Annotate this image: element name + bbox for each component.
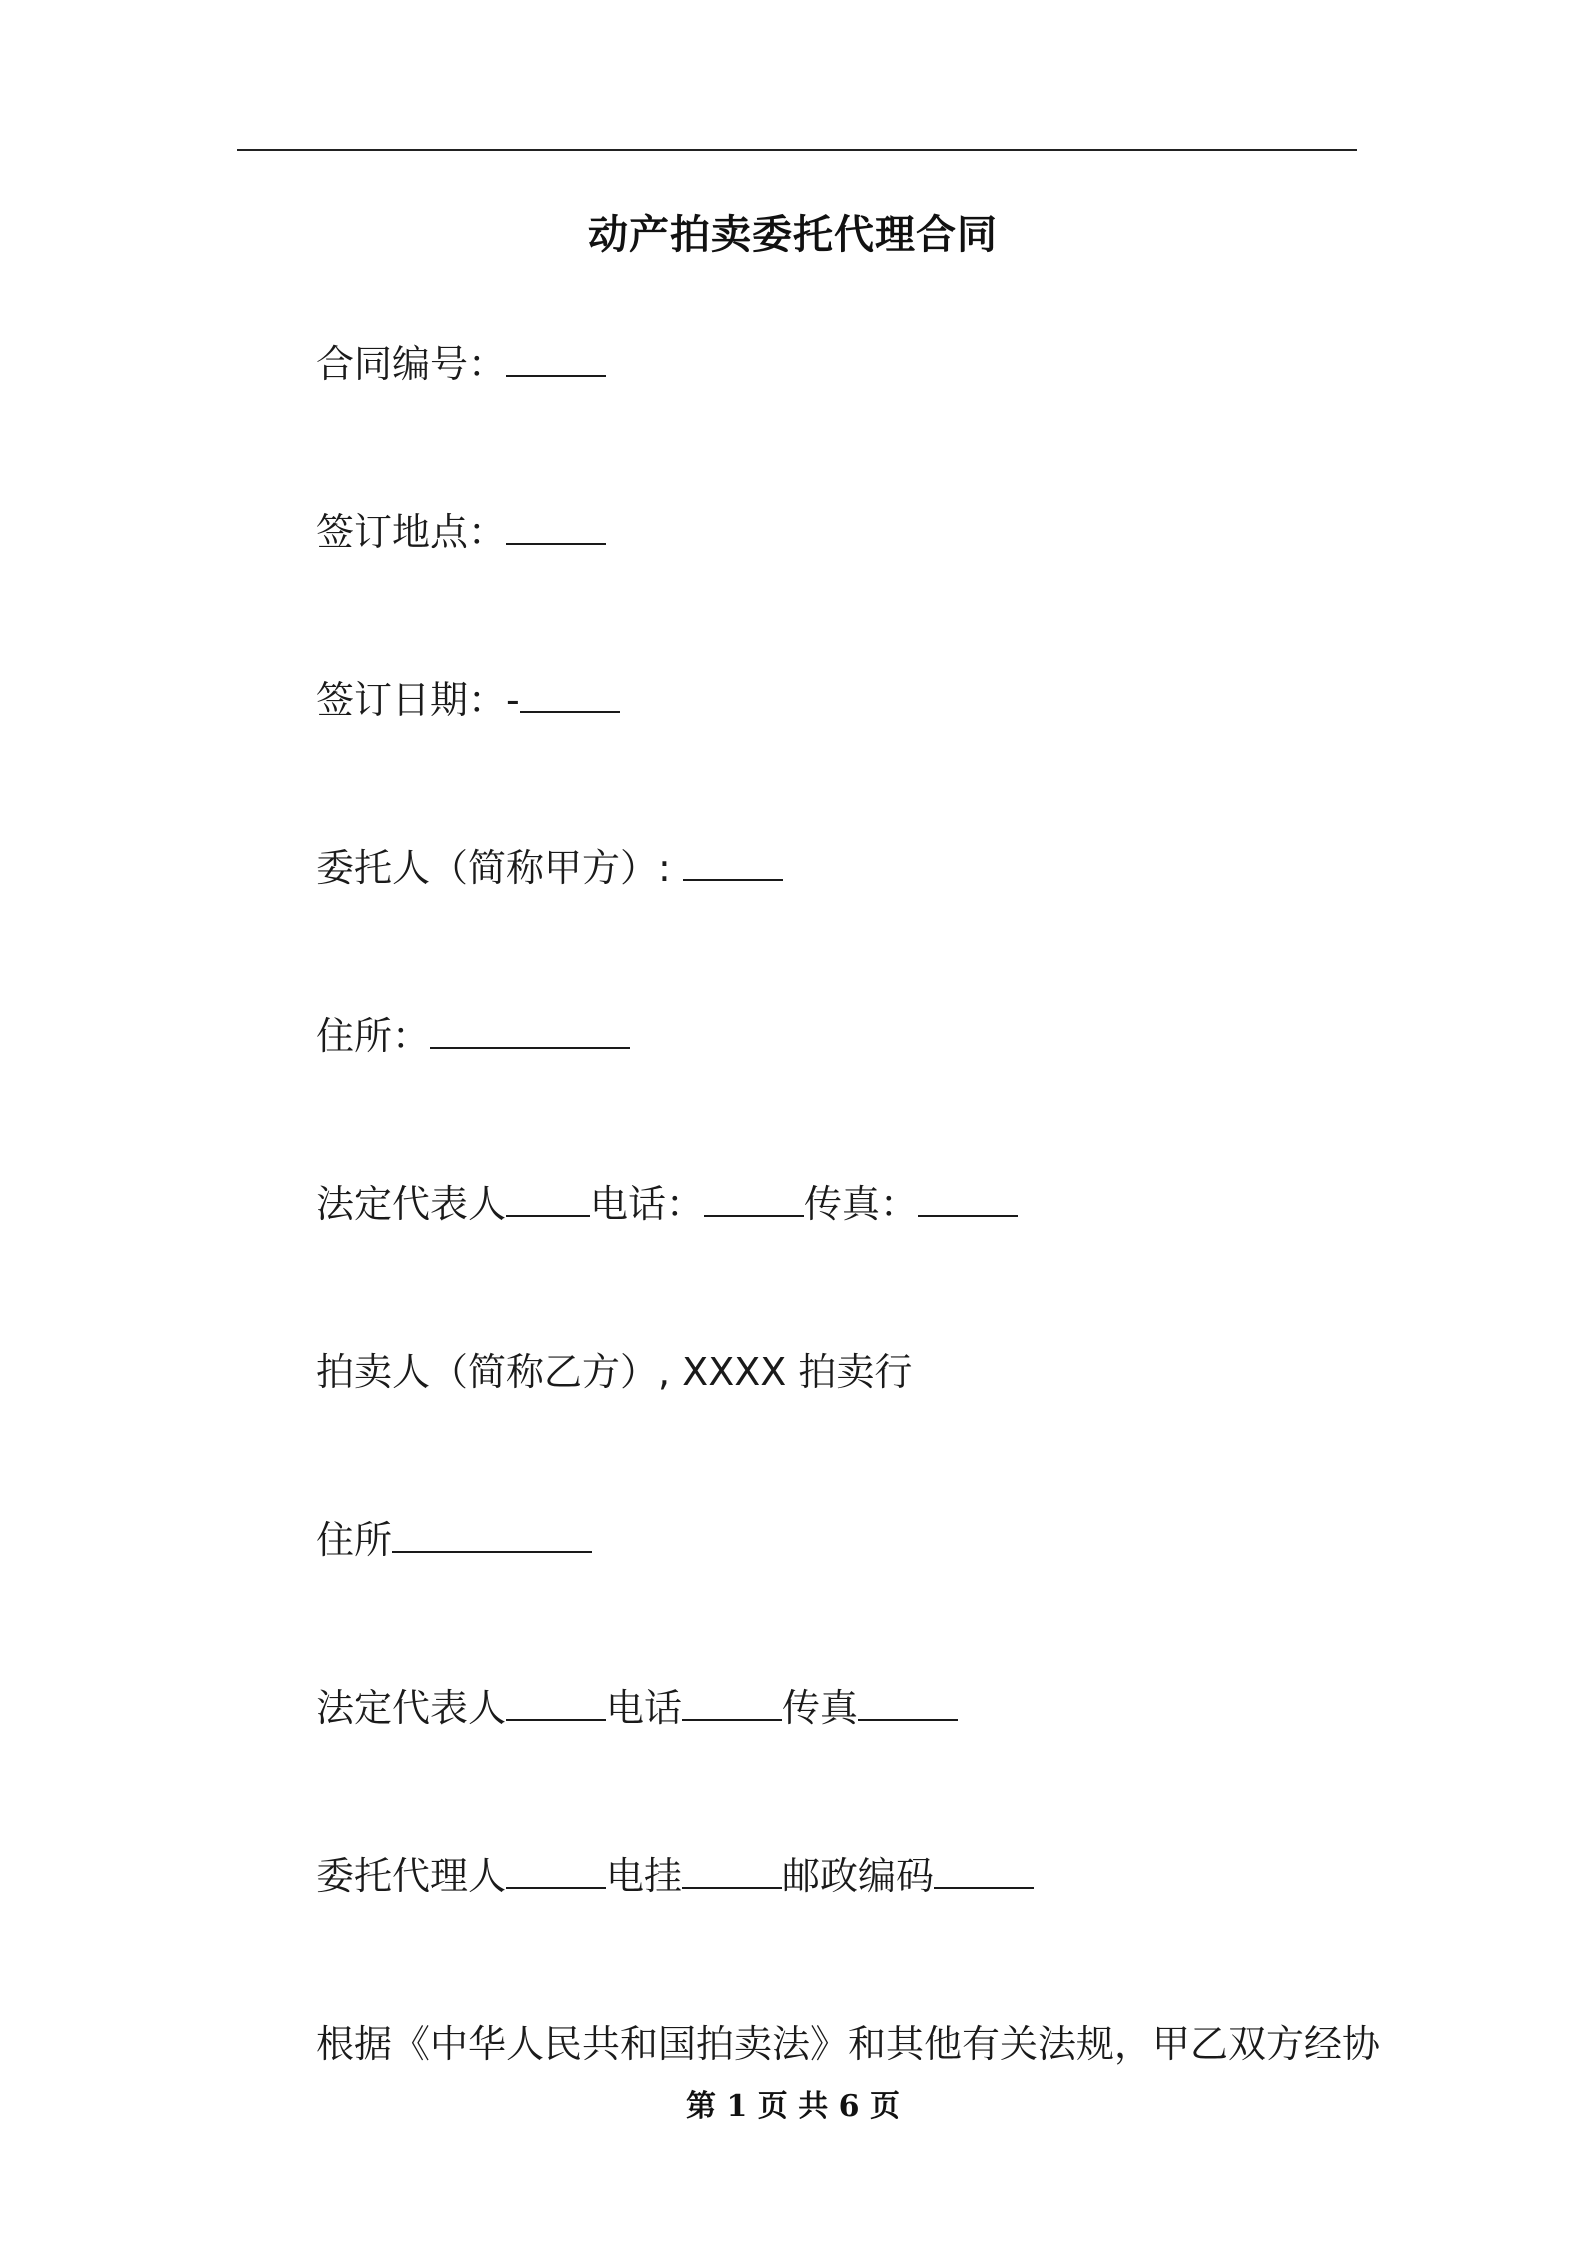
body-paragraph: 根据《中华人民共和国拍卖法》和其他有关法规，甲乙双方经协 (316, 2022, 1381, 2066)
auctioneer-fax-label: 传真 (782, 1686, 859, 1730)
principal-address-blank (430, 1009, 630, 1049)
principal-address-label: 住所： (316, 1014, 431, 1058)
sign-date-label: 签订日期：- (316, 678, 520, 722)
principal-label: 委托人（简称甲方）: (316, 846, 671, 890)
principal-fax-label: 传真： (804, 1182, 919, 1226)
contract-number-blank (506, 337, 606, 377)
principal-line (316, 840, 783, 896)
auctioneer-line (316, 1344, 912, 1400)
header-rule (237, 149, 1357, 151)
agent-blank (506, 1849, 606, 1889)
agent-phone-blank (682, 1849, 782, 1889)
principal-blank (683, 841, 783, 881)
auctioneer-rep-label: 法定代表人 (316, 1686, 507, 1730)
auctioneer-phone-blank (682, 1681, 782, 1721)
sign-place-blank (506, 505, 606, 545)
auctioneer-address-blank (392, 1513, 592, 1553)
document-title: 动产拍卖委托代理合同 (588, 212, 998, 258)
sign-date-blank (520, 673, 620, 713)
auctioneer-contact-line (316, 1680, 958, 1736)
auctioneer-fax-blank (858, 1681, 958, 1721)
agent-line (316, 1848, 1034, 1904)
principal-rep-label: 法定代表人 (316, 1182, 507, 1226)
principal-fax-blank (918, 1177, 1018, 1217)
agent-postcode-label: 邮政编码 (782, 1854, 935, 1898)
sign-place-label: 签订地点： (316, 510, 507, 554)
principal-address-line (316, 1008, 630, 1064)
agent-phone-label: 电挂 (606, 1854, 683, 1898)
principal-contact-line (316, 1176, 1018, 1232)
contract-number-label: 合同编号： (316, 342, 507, 386)
principal-phone-label: 电话： (590, 1182, 705, 1226)
auctioneer-phone-label: 电话 (606, 1686, 683, 1730)
auctioneer-label: 拍卖人（简称乙方）, XXXX 拍卖行 (316, 1350, 913, 1394)
sign-date-line (316, 672, 620, 728)
auctioneer-address-label: 住所 (316, 1518, 393, 1562)
principal-rep-blank (506, 1177, 590, 1217)
principal-phone-blank (704, 1177, 804, 1217)
agent-label: 委托代理人 (316, 1854, 507, 1898)
auctioneer-rep-blank (506, 1681, 606, 1721)
agent-postcode-blank (934, 1849, 1034, 1889)
page-footer: 第 1 页 共 6 页 (686, 2089, 900, 2124)
contract-number-line (316, 336, 606, 392)
auctioneer-address-line (316, 1512, 592, 1568)
sign-place-line (316, 504, 606, 560)
